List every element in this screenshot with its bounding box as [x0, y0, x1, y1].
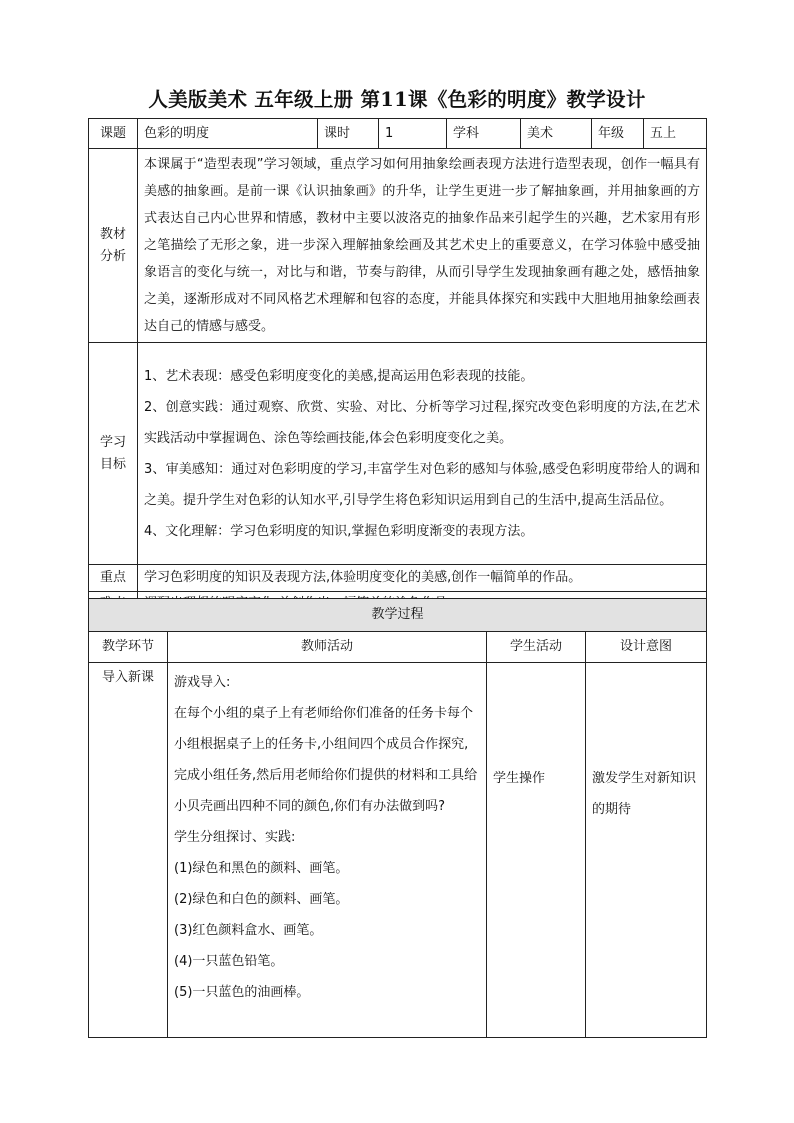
activity-line: (1)绿色和黑色的颜料、画笔。 — [174, 861, 349, 876]
stage-cell: 导入新课 — [89, 663, 168, 1038]
activity-line: (5)一只蓝色的油画棒。 — [174, 985, 310, 1000]
teaching-process-table — [88, 598, 707, 1038]
goal-item: 4、文化理解：学习色彩明度的知识,掌握色彩明度渐变的表现方法。 — [144, 523, 534, 539]
subject-label: 学科 — [447, 119, 521, 149]
goal-item: 2、创意实践：通过观察、欣赏、实验、对比、分析等学习过程,探究改变色彩明度的方法,在艺术实践活动中掌握调色、涂色等绘画技能,体会色彩明度变化之美。 — [144, 399, 700, 446]
activity-line: (4)一只蓝色铅笔。 — [174, 954, 284, 969]
goals-label: 学习 目标 — [89, 343, 138, 565]
period-label: 课时 — [318, 119, 379, 149]
activity-line: 在每个小组的桌子上有老师给你们准备的任务卡每个小组根据桌子上的任务卡,小组间四个成员合作探究,完成小组任务,然后用老师给你们提供的材料和工具给小贝壳画出四种不同的颜色,你们有办法做到吗? — [174, 706, 478, 814]
col-intent: 设计意图 — [586, 632, 707, 663]
analysis-label: 教材 分析 — [89, 149, 138, 343]
subject-value: 美术 — [521, 119, 592, 149]
col-stage: 教学环节 — [89, 632, 168, 663]
activity-line: 游戏导入: — [174, 675, 231, 690]
grade-label: 年级 — [592, 119, 644, 149]
goal-item: 1、艺术表现：感受色彩明度变化的美感,提高运用色彩表现的技能。 — [144, 368, 534, 384]
col-teacher: 教师活动 — [168, 632, 487, 663]
topic-label: 课题 — [89, 119, 138, 149]
activity-line: (2)绿色和白色的颜料、画笔。 — [174, 892, 349, 907]
goal-item: 3、审美感知：通过对色彩明度的学习,丰富学生对色彩的感知与体验,感受色彩明度带给人的调和之美。提升学生对色彩的认知水平,引导学生将色彩知识运用到自己的生活中,提高生活品位。 — [144, 461, 700, 508]
goals-list — [138, 343, 707, 565]
topic-value: 色彩的明度 — [138, 119, 318, 149]
period-value: 1 — [379, 119, 447, 149]
key-point-text: 学习色彩明度的知识及表现方法,体验明度变化的美感,创作一幅简单的作品。 — [138, 565, 707, 592]
student-activity-cell: 学生操作 — [487, 663, 586, 1038]
grade-value: 五上 — [644, 119, 707, 149]
col-student: 学生活动 — [487, 632, 586, 663]
page-title: 人美版美术 五年级上册 第11课《色彩的明度》教学设计 — [148, 88, 646, 111]
activity-line: 学生分组探讨、实践: — [174, 830, 296, 845]
analysis-text: 本课属于“造型表现”学习领域，重点学习如何用抽象绘画表现方法进行造型表现，创作一幅具有美感的抽象画。是前一课《认识抽象画》的升华，让学生更进一步了解抽象画，并用抽象画的方式表达自己内心世界和情感，教材中主要以波洛克的抽象作品来引起学生的兴趣，艺术家用有形之笔描绘了无形之象，进一步深入理解抽象绘画及其艺术史上的重要意义，在学习体验中感受抽象语言的变化与统一，对比与和谐，节奏与韵律，从而引导学生发现抽象画有趣之处，感悟抽象之美，逐渐形成对不同风格艺术理解和包容的态度，并能具体探究和实践中大胆地用抽象绘画表达自己的情感与感受。 — [138, 149, 707, 343]
process-heading: 教学过程 — [89, 599, 707, 632]
activity-line: (3)红色颜料盒水、画笔。 — [174, 923, 323, 938]
teacher-activity-cell — [168, 663, 487, 1038]
lesson-info-table — [88, 118, 707, 617]
key-point-label: 重点 — [89, 565, 138, 592]
design-intent-cell: 激发学生对新知识的期待 — [586, 663, 707, 1038]
